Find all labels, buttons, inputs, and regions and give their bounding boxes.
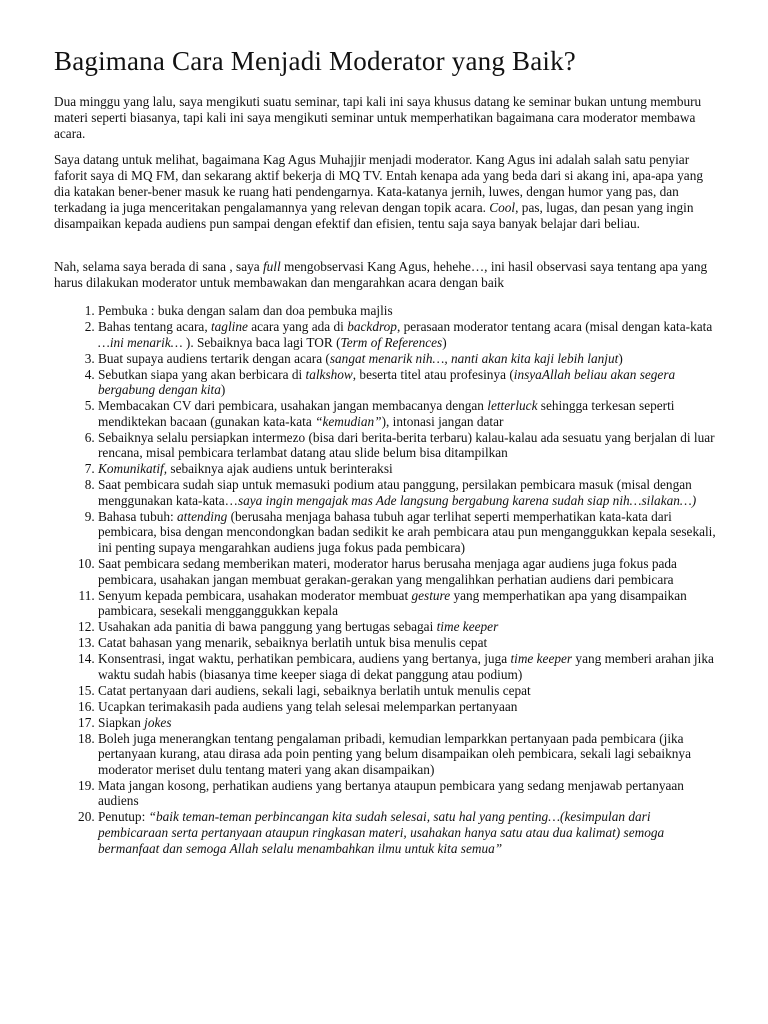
text: , pas, lugas, dan pesan yang ingin disampaikan kepada audiens pun sampai dengan efektif dan efisien, tentu saja saya banyak belajar dari beliau. <box>54 200 694 231</box>
text-italic: saya ingin mengajak mas Ade langsung bergabung karena sudah siap nih…silakan…) <box>237 492 697 508</box>
text-italic: tagline <box>210 318 248 334</box>
list-item <box>98 715 716 731</box>
list-item: 13. Catat bahasan yang menarik, sebaiknya berlatih untuk bisa menulis cepat <box>98 635 716 651</box>
list-item: 15. Catat pertanyaan dari audiens, sekali lagi, sebaiknya berlatih untuk menulis cepat <box>98 683 716 699</box>
text: Bahasa tubuh: <box>98 508 178 524</box>
text: Membacakan CV dari pembicara, usahakan jangan membacanya dengan <box>98 398 488 414</box>
text: ) <box>618 350 623 366</box>
text: Nah, selama saya berada di sana , saya <box>54 259 263 274</box>
list-item <box>98 351 716 367</box>
text-italic: Term of References <box>340 334 443 350</box>
text: Sebutkan siapa yang akan berbicara di <box>98 366 306 382</box>
list-item <box>98 398 716 429</box>
list-item <box>98 509 716 556</box>
list-item <box>98 367 716 398</box>
text: Siapkan <box>98 714 145 730</box>
text: ), intonasi jangan datar <box>381 413 504 429</box>
text-italic: time keeper <box>510 651 573 667</box>
list-item: 6. Sebaiknya selalu persiapkan intermezo (bisa dari berita-berita terbaru) kalau-kalau ada sesuatu yang berjalan di luar rencana, misal pembicara terlambat datang atau slide belum bisa ditampilkan <box>98 430 716 461</box>
text-italic: Komunikatif, <box>98 461 168 477</box>
text: yang memberi arahan jika waktu sudah habis (biasanya time keeper siaga di dekat panggung atau podium) <box>98 651 714 682</box>
text: Saya datang untuk melihat, bagaimana Kag Agus Muhajjir menjadi moderator. Kang Agus ini adalah salah satu penyiar faforit saya di MQ FM, dan sekarang aktif bekerja di MQ TV. Entah kenapa ada yang beda dari si akang ini, apa-apa yang dia katakan bener-bener masuk ke ruang hati pendengarnya. Kata-katanya jernih, luwes, dengan humor yang pas, dan terkadang ia juga menceritakan pengalamannya yang relevan dengan topik acara. <box>54 152 703 215</box>
paragraph-about-moderator <box>54 152 716 232</box>
text-italic: “baik teman-teman perbincangan kita sudah selesai, satu hal yang penting…(kesimpulan dari pembicaraan serta pertanyaan ataupun ringkasan materi, usahakan hanya satu atau dua kalimat) semoga bermanfaat dan semoga Allah selalu menambahkan ilmu untuk kita semua” <box>98 809 665 856</box>
list-item: 10. Saat pembicara sedang memberikan materi, moderator harus berusaha menjaga agar audiens juga fokus pada pembicara, usahakan jangan membuat gerakan-gerakan yang mengalihkan perhatian audiens dari pembicara <box>98 556 716 587</box>
list-item <box>98 651 716 682</box>
text-italic: attending <box>177 508 228 524</box>
paragraph-intro: Dua minggu yang lalu, saya mengikuti suatu seminar, tapi kali ini saya khusus datang ke seminar bukan untung memburu materi seperti biasanya, tapi kali ini saya mengikuti seminar untuk memperhatikan bagaimana cara moderator membawa acara. <box>54 94 702 141</box>
text: Senyum kepada pembicara, usahakan moderator membuat <box>98 587 412 603</box>
text: acara yang ada di <box>247 318 348 334</box>
list-item: 16. Ucapkan terimakasih pada audiens yang telah selesai melemparkan pertanyaan <box>98 699 716 715</box>
text-italic: Cool <box>489 200 516 215</box>
page-title: Bagimana Cara Menjadi Moderator yang Baik? <box>54 46 576 76</box>
list-item <box>98 319 716 350</box>
text: , beserta titel atau profesinya ( <box>352 366 514 382</box>
paragraph-observation <box>54 259 716 291</box>
list-item <box>98 809 716 856</box>
text: Saat pembicara sudah siap untuk memasuki podium atau panggung, persilakan pembicara masuk (misal dengan menggunakan kata-kata… <box>98 477 692 508</box>
text-italic: backdrop <box>347 318 397 334</box>
text-italic: sangat menarik nih…, nanti akan kita kaji lebih lanjut <box>329 350 619 366</box>
list-item <box>98 461 716 477</box>
text: sebaiknya ajak audiens untuk berinteraksi <box>167 461 393 477</box>
text: Usahakan ada panitia di bawa panggung yang bertugas sebagai <box>98 619 437 635</box>
list-item <box>98 477 716 508</box>
text: mengobservasi Kang Agus, hehehe…, ini hasil observasi saya tentang apa yang harus dilakukan moderator untuk membawakan dan mengarahkan acara dengan baik <box>54 259 708 290</box>
text: yang memperhatikan apa yang disampaikan pambicara, sesekali mengganggukkan kepala <box>98 587 687 619</box>
text: , perasaan moderator tentang acara (misal dengan kata-kata <box>396 318 713 334</box>
text-italic: letterluck <box>487 398 538 414</box>
text-italic: jokes <box>144 714 172 730</box>
text: sehingga terkesan seperti mendiktekan bacaan (gunakan kata-kata <box>98 398 675 429</box>
text: Buat supaya audiens tertarik dengan acara ( <box>98 350 330 366</box>
text: Penutup: <box>98 809 149 825</box>
tips-list <box>54 303 716 857</box>
list-item: 18. Boleh juga menerangkan tentang pengalaman pribadi, kemudian lemparkkan pertanyaan pada pembicara (jika pertanyaan kurang, atau dirasa ada poin penting yang belum disampaikan oleh pembicara, sekali lagi sebaiknya moderator meriset dulu tentang materi yang akan disampaikan) <box>98 731 716 778</box>
text-italic: talkshow <box>305 366 353 382</box>
text-italic: …ini menarik… <box>98 334 183 350</box>
text: ) <box>442 334 447 350</box>
list-item: 19. Mata jangan kosong, perhatikan audiens yang bertanya ataupun pembicara yang sedang menjawab pertanyaan audiens <box>98 778 716 809</box>
list-item: 1. Pembuka : buka dengan salam dan doa pembuka majlis <box>98 303 716 319</box>
text-italic: full <box>262 259 281 274</box>
text-italic: gesture <box>411 587 451 603</box>
text: ) <box>220 382 226 398</box>
text: ). Sebaiknya baca lagi TOR ( <box>182 334 341 350</box>
list-item <box>98 588 716 619</box>
list-item <box>98 619 716 635</box>
text-italic: insyaAllah beliau akan segera bergabung dengan kita <box>98 366 676 398</box>
text: Konsentrasi, ingat waktu, perhatikan pembicara, audiens yang bertanya, juga <box>98 651 511 667</box>
text-italic: “kemudian” <box>315 413 382 429</box>
text: Bahas tentang acara, <box>98 318 211 334</box>
text: (berusaha menjaga bahasa tubuh agar terlihat seperti memperhatikan kata-kata dari pembicara, bisa dengan mencondongkan badan sedikit ke arah pembicara atau pun menganggukkan kepala sesekali, ini penting supaya mengarahkan audiens juga fokus pada pembicara) <box>98 508 716 556</box>
text-italic: time keeper <box>436 619 499 635</box>
